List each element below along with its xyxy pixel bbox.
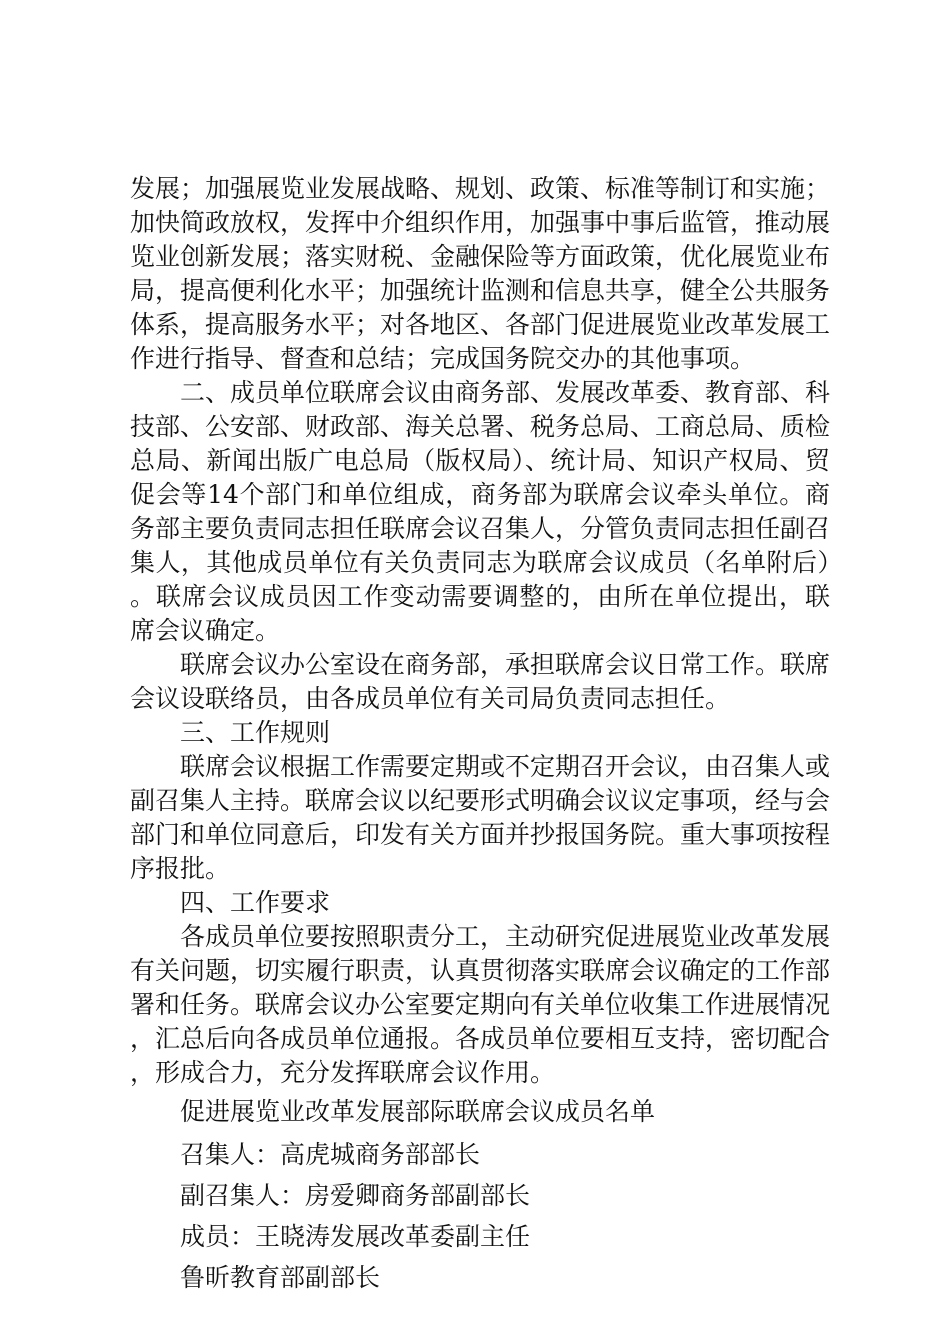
document-page bbox=[130, 172, 830, 1298]
paragraph-work-requirements: 各成员单位要按照职责分工，主动研究促进展览业改革发展有关问题，切实履行职责，认真贯彻落实联席会议确定的工作部署和任务。联席会议办公室要定期向有关单位收集工作进展情况，汇总后向各成员单位通报。各成员单位要相互支持，密切配合，形成合力，充分发挥联席会议作用。 bbox=[130, 922, 831, 1087]
paragraph-duties-continued: 发展；加强展览业发展战略、规划、政策、标准等制订和实施；加快简政放权，发挥中介组织作用，加强事中事后监管，推动展览业创新发展；落实财税、金融保险等方面政策，优化展览业布局，提高便利化水平；加强统计监测和信息共享，健全公共服务体系，提高服务水平；对各地区、各部门促进展览业改革发展工作进行指导、督查和总结；完成国务院交办的其他事项。 bbox=[130, 174, 831, 373]
paragraph-work-rules: 联席会议根据工作需要定期或不定期召开会议，由召集人或副召集人主持。联席会议以纪要形式明确会议议定事项，经与会部门和单位同意后，印发有关方面并抄报国务院。重大事项按程序报批。 bbox=[130, 752, 831, 883]
member-list-title: 促进展览业改革发展部际联席会议成员名单 bbox=[180, 1097, 656, 1126]
member-list-member: 鲁昕教育部副部长 bbox=[180, 1263, 381, 1292]
member-list-deputy-convener: 副召集人：房爱卿商务部副部长 bbox=[180, 1181, 531, 1210]
heading-work-rules: 三、工作规则 bbox=[180, 718, 331, 747]
heading-work-requirements: 四、工作要求 bbox=[180, 888, 331, 917]
member-list-member: 成员：王晓涛发展改革委副主任 bbox=[180, 1222, 531, 1251]
member-list-convener: 召集人：高虎城商务部部长 bbox=[180, 1140, 481, 1169]
paragraph-office: 联席会议办公室设在商务部，承担联席会议日常工作。联席会议设联络员，由各成员单位有关司局负责同志担任。 bbox=[130, 650, 831, 713]
member-list bbox=[130, 1090, 830, 1298]
paragraph-member-units: 二、成员单位联席会议由商务部、发展改革委、教育部、科技部、公安部、财政部、海关总署、税务总局、工商总局、质检总局、新闻出版广电总局（版权局）、统计局、知识产权局、贸促会等14个部门和单位组成，商务部为联席会议牵头单位。商务部主要负责同志担任联席会议召集人，分管负责同志担任副召集人，其他成员单位有关负责同志为联席会议成员（名单附后）。联席会议成员因工作变动需要调整的，由所在单位提出，联席会议确定。 bbox=[130, 378, 831, 645]
